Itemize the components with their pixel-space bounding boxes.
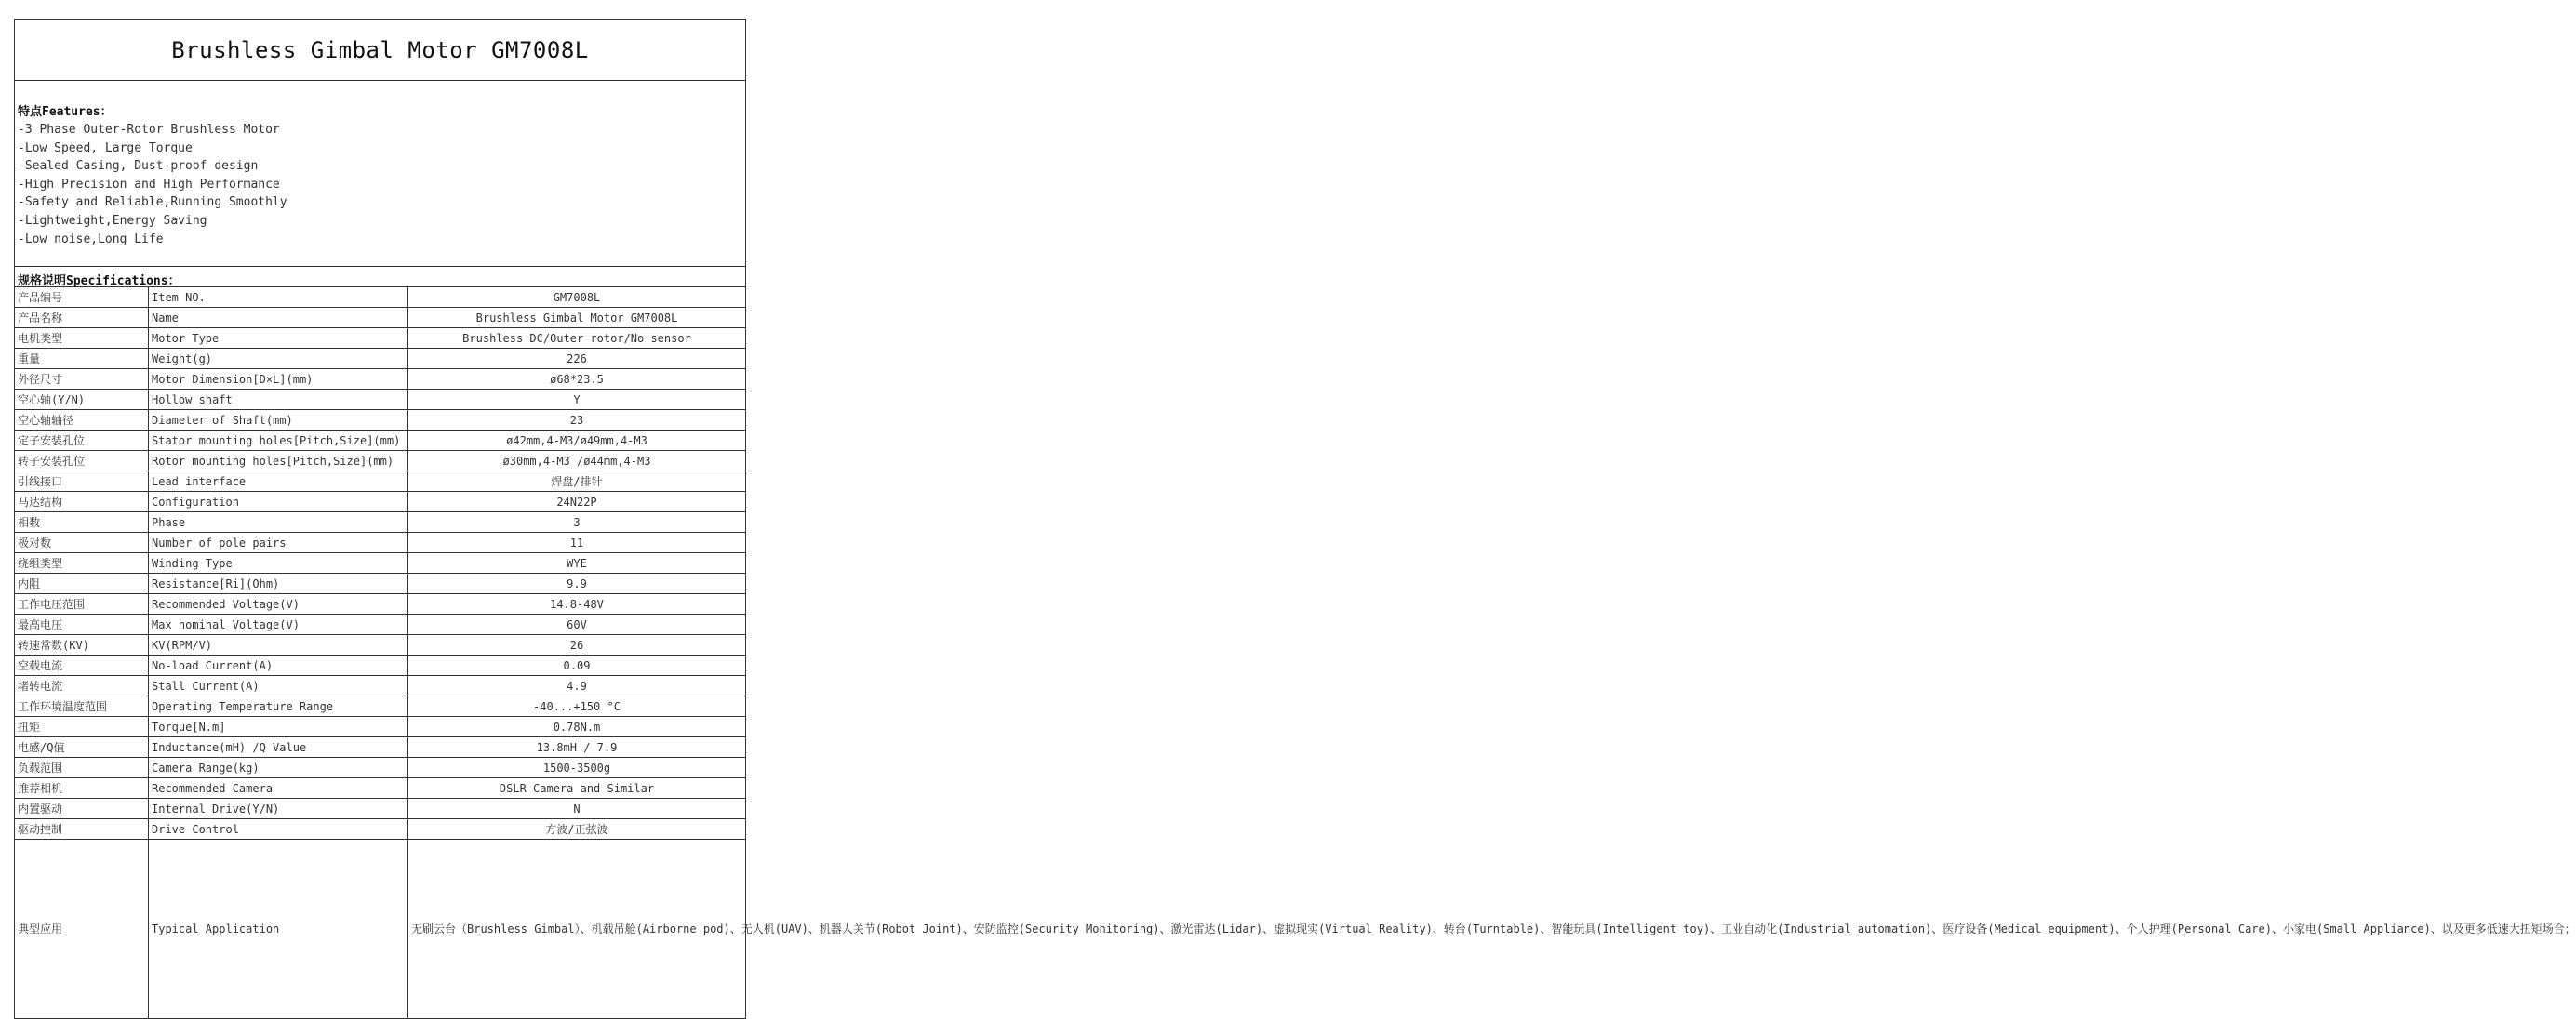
- spec-label-en: Resistance[Ri](Ohm): [149, 574, 408, 594]
- spec-row: [15, 410, 745, 431]
- spec-row: [15, 533, 745, 553]
- spec-row: [15, 635, 745, 656]
- spec-value: 0.09: [408, 656, 746, 676]
- spec-label-en: Max nominal Voltage(V): [149, 615, 408, 635]
- spec-label-en: Rotor mounting holes[Pitch,Size](mm): [149, 451, 408, 471]
- specifications-table-body: [15, 287, 2576, 1019]
- spec-label-cn: 产品名称: [15, 308, 149, 328]
- spec-value: 60V: [408, 615, 746, 635]
- spec-value: 226: [408, 349, 746, 369]
- spec-label-en: Torque[N.m]: [149, 717, 408, 737]
- spec-label-en: Typical Application: [149, 840, 408, 1019]
- spec-label-en: Winding Type: [149, 553, 408, 574]
- spec-row: [15, 328, 745, 349]
- page-title: Brushless Gimbal Motor GM7008L: [171, 36, 589, 63]
- spec-row: [15, 656, 745, 676]
- spec-value: -40...+150 °C: [408, 696, 746, 717]
- title-box: [15, 20, 745, 81]
- spec-row: [15, 696, 745, 717]
- spec-label-en: Motor Type: [149, 328, 408, 349]
- spec-label-en: Number of pole pairs: [149, 533, 408, 553]
- spec-row: [15, 287, 745, 308]
- spec-value: WYE: [408, 553, 746, 574]
- spec-label-en: Internal Drive(Y/N): [149, 799, 408, 819]
- spec-value: 3: [408, 512, 746, 533]
- feature-item: -Low noise,Long Life: [18, 232, 164, 246]
- spec-label-en: Stall Current(A): [149, 676, 408, 696]
- spec-row: [15, 451, 745, 471]
- spec-label-cn: 推荐相机: [15, 778, 149, 799]
- spec-label-cn: 引线接口: [15, 471, 149, 492]
- spec-label-cn: 驱动控制: [15, 819, 149, 840]
- spec-value: 14.8-48V: [408, 594, 746, 615]
- spec-label-en: Stator mounting holes[Pitch,Size](mm): [149, 431, 408, 451]
- spec-row: [15, 778, 745, 799]
- spec-value: 26: [408, 635, 746, 656]
- spec-row: [15, 574, 745, 594]
- spec-value: 1500-3500g: [408, 758, 746, 778]
- spec-value: ø68*23.5: [408, 369, 746, 390]
- spec-label-en: Phase: [149, 512, 408, 533]
- spec-value: DSLR Camera and Similar: [408, 778, 746, 799]
- feature-item: -Low Speed, Large Torque: [18, 140, 193, 155]
- spec-row: [15, 758, 745, 778]
- spec-row: [15, 615, 745, 635]
- spec-value: 方波/正弦波: [408, 819, 746, 840]
- spec-label-cn: 扭矩: [15, 717, 149, 737]
- spec-value: N: [408, 799, 746, 819]
- feature-item: -Safety and Reliable,Running Smoothly: [18, 195, 287, 210]
- spec-value: 23: [408, 410, 746, 431]
- spec-row: [15, 840, 745, 1019]
- spec-label-en: Drive Control: [149, 819, 408, 840]
- spec-row: [15, 737, 745, 758]
- spec-row: [15, 717, 745, 737]
- spec-sheet: [14, 19, 2576, 1019]
- spec-label-cn: 空载电流: [15, 656, 149, 676]
- spec-value: 4.9: [408, 676, 746, 696]
- spec-label-en: Lead interface: [149, 471, 408, 492]
- spec-value: ø30mm,4-M3 /ø44mm,4-M3: [408, 451, 746, 471]
- spec-label-cn: 空心轴(Y/N): [15, 390, 149, 410]
- spec-value: 0.78N.m: [408, 717, 746, 737]
- spec-row: [15, 799, 745, 819]
- spec-label-cn: 转速常数(KV): [15, 635, 149, 656]
- spec-label-en: Configuration: [149, 492, 408, 512]
- spec-label-cn: 产品编号: [15, 287, 149, 308]
- feature-item: -Lightweight,Energy Saving: [18, 213, 207, 228]
- spec-label-en: Operating Temperature Range: [149, 696, 408, 717]
- spec-row: [15, 819, 745, 840]
- spec-label-cn: 电感/Q值: [15, 737, 149, 758]
- spec-value: ø42mm,4-M3/ø49mm,4-M3: [408, 431, 746, 451]
- feature-item: -3 Phase Outer-Rotor Brushless Motor: [18, 123, 280, 137]
- specifications-heading: 规格说明Specifications：: [15, 267, 745, 287]
- spec-label-en: Hollow shaft: [149, 390, 408, 410]
- spec-value: GM7008L: [408, 287, 746, 308]
- spec-label-cn: 典型应用: [15, 840, 149, 1019]
- features-section: [15, 81, 745, 267]
- spec-label-en: Item NO.: [149, 287, 408, 308]
- feature-item: -Sealed Casing, Dust-proof design: [18, 159, 259, 174]
- spec-label-en: Weight(g): [149, 349, 408, 369]
- spec-label-cn: 负载范围: [15, 758, 149, 778]
- spec-label-en: KV(RPM/V): [149, 635, 408, 656]
- spec-label-en: Inductance(mH) /Q Value: [149, 737, 408, 758]
- spec-row: [15, 512, 745, 533]
- spec-value: Brushless Gimbal Motor GM7008L: [408, 308, 746, 328]
- spec-row: [15, 676, 745, 696]
- spec-label-en: No-load Current(A): [149, 656, 408, 676]
- spec-label-cn: 转子安装孔位: [15, 451, 149, 471]
- spec-row: [15, 390, 745, 410]
- spec-value: 焊盘/排针: [408, 471, 746, 492]
- spec-row: [15, 471, 745, 492]
- spec-label-en: Camera Range(kg): [149, 758, 408, 778]
- spec-value: 11: [408, 533, 746, 553]
- spec-label-cn: 重量: [15, 349, 149, 369]
- spec-label-cn: 内置驱动: [15, 799, 149, 819]
- spec-label-en: Motor Dimension[D×L](mm): [149, 369, 408, 390]
- spec-label-en: Name: [149, 308, 408, 328]
- spec-value: 无刷云台（Brushless Gimbal）、机载吊舱(Airborne pod)、无人机(UAV)、机器人关节(Robot Joint)、安防监控(Security Monitoring)、激光雷达(Lidar)、虚拟现实(Virtual Reality)、转台(Turntable)、智能玩具(Intelligent toy)、工业自动化(Industrial automation)、医疗设备(Medical equipment)、个人护理(Personal Care)、小家电(Small Appliance)、以及更多低速大扭矩场合；: [408, 840, 746, 1019]
- spec-label-en: Diameter of Shaft(mm): [149, 410, 408, 431]
- spec-value: Y: [408, 390, 746, 410]
- spec-label-cn: 外径尺寸: [15, 369, 149, 390]
- spec-value: 13.8mH / 7.9: [408, 737, 746, 758]
- spec-label-cn: 定子安装孔位: [15, 431, 149, 451]
- spec-label-cn: 电机类型: [15, 328, 149, 349]
- specifications-table: [15, 287, 2576, 1019]
- spec-label-cn: 绕组类型: [15, 553, 149, 574]
- spec-row: [15, 594, 745, 615]
- spec-label-en: Recommended Camera: [149, 778, 408, 799]
- spec-label-cn: 马达结构: [15, 492, 149, 512]
- spec-row: [15, 349, 745, 369]
- features-heading: 特点Features：: [18, 105, 113, 119]
- spec-label-cn: 工作环境温度范围: [15, 696, 149, 717]
- spec-row: [15, 431, 745, 451]
- spec-value: 24N22P: [408, 492, 746, 512]
- spec-label-cn: 极对数: [15, 533, 149, 553]
- spec-row: [15, 369, 745, 390]
- spec-label-cn: 相数: [15, 512, 149, 533]
- spec-value: 9.9: [408, 574, 746, 594]
- spec-value: Brushless DC/Outer rotor/No sensor: [408, 328, 746, 349]
- spec-label-cn: 堵转电流: [15, 676, 149, 696]
- feature-item: -High Precision and High Performance: [18, 177, 280, 192]
- spec-row: [15, 492, 745, 512]
- spec-label-en: Recommended Voltage(V): [149, 594, 408, 615]
- spec-label-cn: 最高电压: [15, 615, 149, 635]
- spec-row: [15, 553, 745, 574]
- spec-label-cn: 工作电压范围: [15, 594, 149, 615]
- spec-row: [15, 308, 745, 328]
- spec-label-cn: 内阻: [15, 574, 149, 594]
- spec-label-cn: 空心轴轴径: [15, 410, 149, 431]
